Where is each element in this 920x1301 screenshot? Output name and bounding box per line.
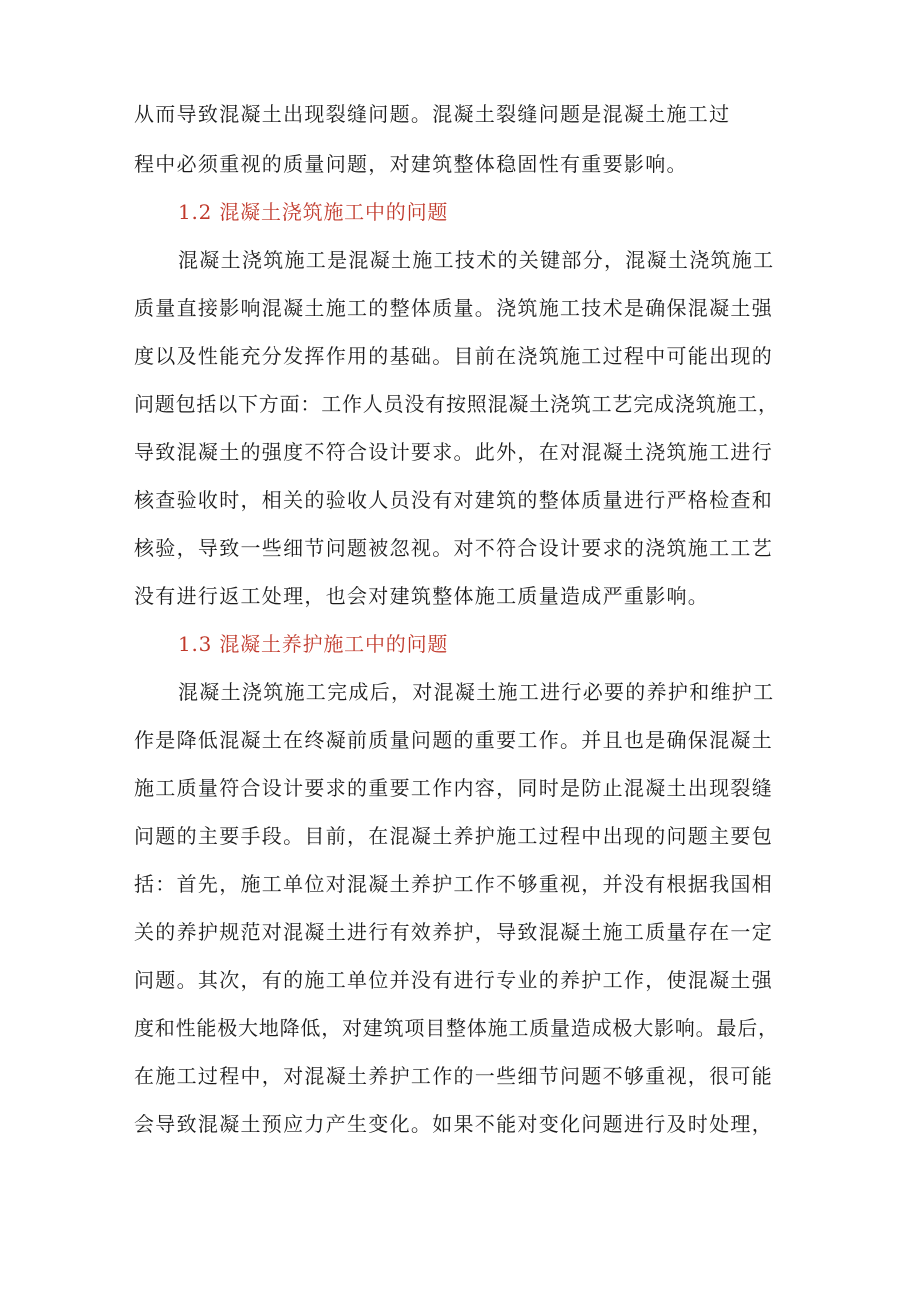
section-heading-1-2: 1.2 混凝土浇筑施工中的问题 <box>178 200 449 224</box>
paragraph-line: 没有进行返工处理，也会对建筑整体施工质量造成严重影响。 <box>134 584 710 608</box>
paragraph-line: 混凝土浇筑施工是混凝土施工技术的关键部分，混凝土浇筑施工 <box>178 248 775 272</box>
section-heading-1-3: 1.3 混凝土养护施工中的问题 <box>178 632 449 656</box>
paragraph-line: 核验，导致一些细节问题被忽视。对不符合设计要求的浇筑施工工艺 <box>134 536 773 560</box>
paragraph-line: 从而导致混凝土出现裂缝问题。混凝土裂缝问题是混凝土施工过 <box>134 102 731 126</box>
paragraph-line: 施工质量符合设计要求的重要工作内容，同时是防止混凝土出现裂缝 <box>134 776 773 800</box>
paragraph-line: 度和性能极大地降低，对建筑项目整体施工质量造成极大影响。最后， <box>134 1016 779 1040</box>
paragraph-line: 问题。其次，有的施工单位并没有进行专业的养护工作，使混凝土强 <box>134 968 773 992</box>
paragraph-line: 会导致混凝土预应力产生变化。如果不能对变化问题进行及时处理， <box>134 1112 773 1136</box>
paragraph-line: 质量直接影响混凝土施工的整体质量。浇筑施工技术是确保混凝土强 <box>134 296 773 320</box>
paragraph-line: 核查验收时，相关的验收人员没有对建筑的整体质量进行严格检查和 <box>134 488 773 512</box>
paragraph-line: 在施工过程中，对混凝土养护工作的一些细节问题不够重视，很可能 <box>134 1064 773 1088</box>
paragraph-line: 度以及性能充分发挥作用的基础。目前在浇筑施工过程中可能出现的 <box>134 344 773 368</box>
paragraph-line: 问题的主要手段。目前，在混凝土养护施工过程中出现的问题主要包 <box>134 824 773 848</box>
paragraph-line: 问题包括以下方面：工作人员没有按照混凝土浇筑工艺完成浇筑施工， <box>134 392 779 416</box>
paragraph-line: 导致混凝土的强度不符合设计要求。此外，在对混凝土浇筑施工进行 <box>134 440 773 464</box>
paragraph-line: 混凝土浇筑施工完成后，对混凝土施工进行必要的养护和维护工 <box>178 680 775 704</box>
paragraph-line: 作是降低混凝土在终凝前质量问题的重要工作。并且也是确保混凝土 <box>134 728 773 752</box>
paragraph-line: 程中必须重视的质量问题，对建筑整体稳固性有重要影响。 <box>134 152 688 176</box>
paragraph-line: 括：首先，施工单位对混凝土养护工作不够重视，并没有根据我国相 <box>134 872 773 896</box>
paragraph-line: 关的养护规范对混凝土进行有效养护，导致混凝土施工质量存在一定 <box>134 920 773 944</box>
